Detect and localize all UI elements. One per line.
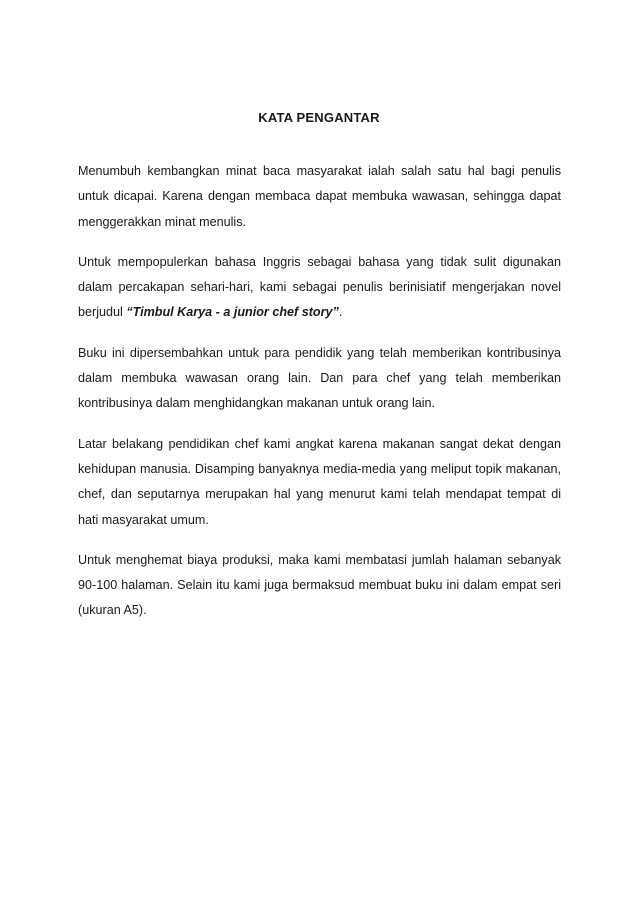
paragraph-3 <box>78 341 561 417</box>
paragraph-text-end: . <box>338 305 343 320</box>
document-body <box>78 159 561 639</box>
paragraph-5 <box>78 548 561 624</box>
paragraph-text: Latar belakang pendidikan chef kami angkat karena makanan sangat dekat dengan kehidupan manusia. Disamping banyaknya media-media yang meliput topik makanan, chef, dan seputarnya merupakan hal yang menurut kami telah mendapat tempat di hati masyarakat umum. <box>78 436 561 527</box>
paragraph-1 <box>78 159 561 235</box>
paragraph-4 <box>78 432 561 533</box>
paragraph-text: Buku ini dipersembahkan untuk para pendidik yang telah memberikan kontribusinya dalam membuka wawasan orang lain. Dan para chef yang telah memberikan kontribusinya dalam menghidangkan makanan untuk orang lain. <box>78 345 561 411</box>
paragraph-text: Menumbuh kembangkan minat baca masyarakat ialah salah satu hal bagi penulis untuk dicapai. Karena dengan membaca dapat membuka wawasan, sehingga dapat menggerakkan minat menulis. <box>78 164 561 229</box>
novel-title: “Timbul Karya - a junior chef story” <box>126 305 339 320</box>
paragraph-text: Untuk mempopulerkan bahasa Inggris sebagai bahasa yang tidak sulit digunakan dalam percakapan sehari-hari, kami sebagai penulis berinisiatif mengerjakan novel berjudul <box>78 254 561 320</box>
page-title: KATA PENGANTAR <box>258 110 380 125</box>
paragraph-2 <box>78 250 561 326</box>
paragraph-text: Untuk menghemat biaya produksi, maka kami membatasi jumlah halaman sebanyak 90-100 halaman. Selain itu kami juga bermaksud membuat buku ini dalam empat seri (ukuran A5). <box>78 552 561 618</box>
